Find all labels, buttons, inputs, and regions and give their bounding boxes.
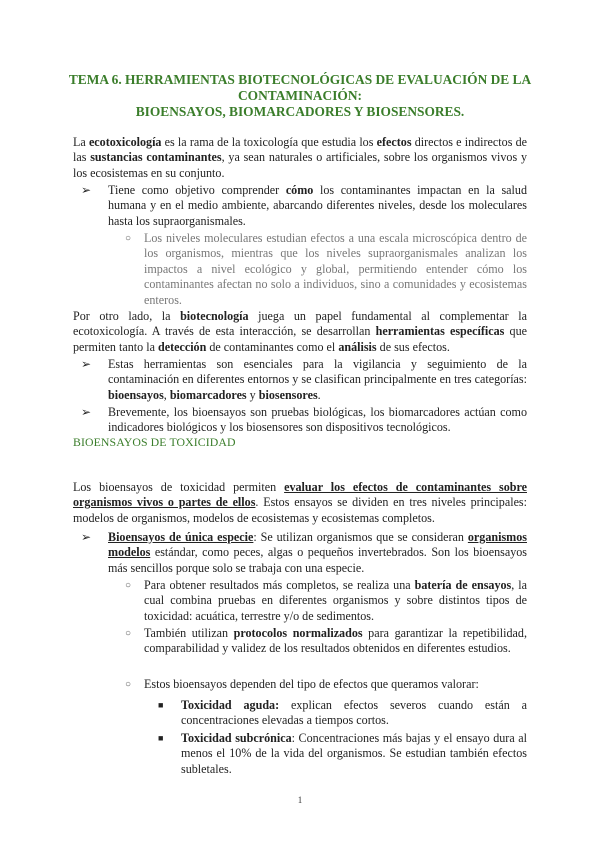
title-line-3: BIOENSAYOS, BIOMARCADORES Y BIOSENSORES. [135,104,465,119]
square-bullet-icon: ■ [158,733,164,743]
list-item-effects: ○ Estos bioensayos dependen del tipo de efectos que queramos valorar: [125,677,479,691]
circle-bullet-icon: ○ [125,580,132,591]
title-line-1: TEMA 6. HERRAMIENTAS BIOTECNOLÓGICAS DE EVALUACIÓN DE LA [68,72,532,87]
bioassays-paragraph: Los bioensayos de toxicidad permiten evaluar los efectos de contaminantes sobre organismos vivos o partes de ellos. Estos ensayos se dividen en tres niveles principales: modelos de organismos, modelos de ecosistemas y ecosistemas completos. [73,480,527,525]
square-bullet-icon: ■ [158,700,164,710]
arrow-bullet-icon: ➢ [81,530,92,544]
arrow-bullet-icon: ➢ [81,405,92,419]
list-item-objective: ➢ Tiene como objetivo comprender cómo los contaminantes impactan en la salud humana y en el medio ambiente, abarcando diferentes niveles, desde los moleculares hasta los supraorganismales. [81,183,527,228]
list-item-subchronic: ■ Toxicidad subcrónica: Concentraciones más bajas y el ensayo dura al menos el 10% de la vida del organismos. Se estudian también efectos subletales. [158,731,527,776]
intro-paragraph: La ecotoxicología es la rama de la toxicología que estudia los efectos directos e indirectos de las sustancias contaminantes, ya sean naturales o artificiales, sobre los organismos vivos y los ecosistemas en su conjunto. [73,135,527,180]
list-item-battery: ○ Para obtener resultados más completos, se realiza una batería de ensayos, la cual combina pruebas en diferentes organismos y sobre distintos tipos de toxicidad: acuática, terrestre y/o de sedimentos. [125,578,527,623]
circle-bullet-icon: ○ [125,628,132,639]
list-item-acute: ■ Toxicidad aguda: explican efectos severos cuando están a concentraciones elevadas a tiempos cortos. [158,698,528,728]
page-number: 1 [297,795,303,805]
list-item-protocols: ○ También utilizan protocolos normalizados para garantizar la repetibilidad, comparabilidad y validez de los resultados obtenidos en diferentes estudios. [125,626,527,656]
section-heading: BIOENSAYOS DE TOXICIDAD [73,435,236,449]
circle-bullet-icon: ○ [125,233,132,244]
biotech-paragraph: Por otro lado, la biotecnología juega un papel fundamental al complementar la ecotoxicología. A través de esta interacción, se desarrollan herramientas específicas que permiten tanto la detección de contaminantes como el análisis de sus efectos. [73,309,527,354]
arrow-bullet-icon: ➢ [81,357,92,371]
list-item-levels: ○ Los niveles moleculares estudian efectos a una escala microscópica dentro de los organismos, mientras que los niveles supraorganismales analizan los impactos a nivel ecológico y global, permitiendo entender cómo los contaminantes afectan no solo a individuos, sino a comunidades y ecosistemas enteros. [125,231,527,307]
list-item-tools: ➢ Estas herramientas son esenciales para la vigilancia y seguimiento de la contaminación en diferentes entornos y se clasifican principalmente en tres categorías: bioensayos, biomarcadores y biosensores. [81,357,527,402]
document-title [60,72,540,120]
arrow-bullet-icon: ➢ [81,183,92,197]
title-line-2: CONTAMINACIÓN: [238,88,362,103]
list-item-summary: ➢ Brevemente, los bioensayos son pruebas biológicas, los biomarcadores actúan como indicadores biológicos y los biosensores son dispositivos tecnológicos. [81,405,527,435]
list-item-single-species: ➢ Bioensayos de única especie: Se utilizan organismos que se consideran organismos modelos estándar, como peces, algas o pequeños invertebrados. Son los bioensayos más sencillos porque solo se trabaja con una especie. [81,530,527,575]
circle-bullet-icon: ○ [125,679,132,690]
